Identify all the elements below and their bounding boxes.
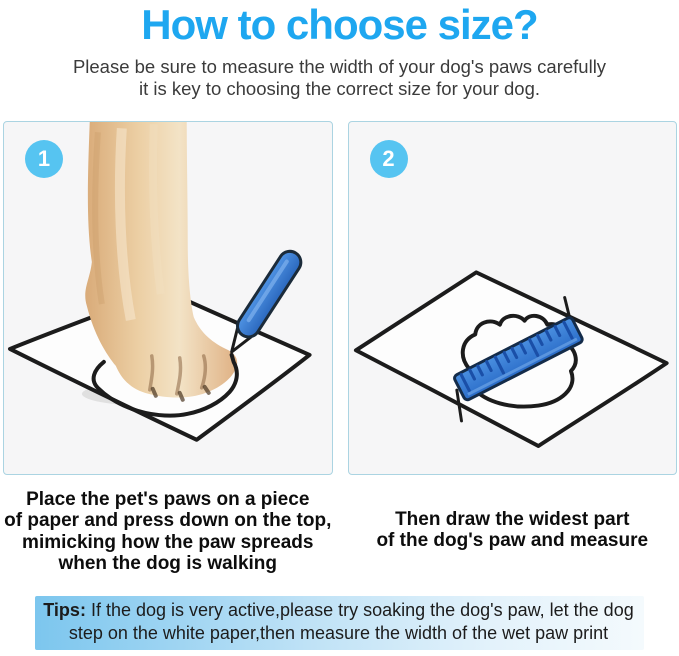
captions-row: [0, 489, 679, 575]
step-2-caption-line: of the dog's paw and measure: [376, 530, 649, 552]
step-2-panel: [348, 121, 678, 475]
tips-section: [0, 596, 679, 650]
step-1-number-badge: 1: [25, 140, 63, 178]
tips-text-1: If the dog is very active,please try soaking the dog's paw, let the dog: [90, 599, 634, 620]
step-1-caption-line: of paper and press down on the top,: [4, 510, 332, 532]
page-title: How to choose size?: [141, 1, 538, 48]
step-1-caption: [3, 489, 333, 575]
step-1-panel: [3, 121, 333, 475]
tips-label: Tips:: [43, 599, 86, 620]
steps-row: [0, 121, 679, 475]
subtitle-line-1: Please be sure to measure the width of your dog's paws carefully: [72, 56, 607, 78]
step-2-caption-line: Then draw the widest part: [395, 508, 630, 530]
tips-highlight-box: [35, 596, 643, 650]
subtitle-line-2: it is key to choosing the correct size for your dog.: [138, 77, 541, 99]
tips-line-1: [43, 599, 633, 622]
subtitle: [0, 56, 679, 100]
step-2-caption: [348, 509, 678, 575]
step-1-caption-line: when the dog is walking: [58, 553, 278, 575]
tips-line-2: step on the white paper,then measure the width of the wet paw print: [68, 622, 609, 643]
step-2-number-badge: 2: [370, 140, 408, 178]
step-1-caption-line: Place the pet's paws on a piece: [26, 488, 310, 510]
step-1-caption-line: mimicking how the paw spreads: [22, 531, 314, 553]
